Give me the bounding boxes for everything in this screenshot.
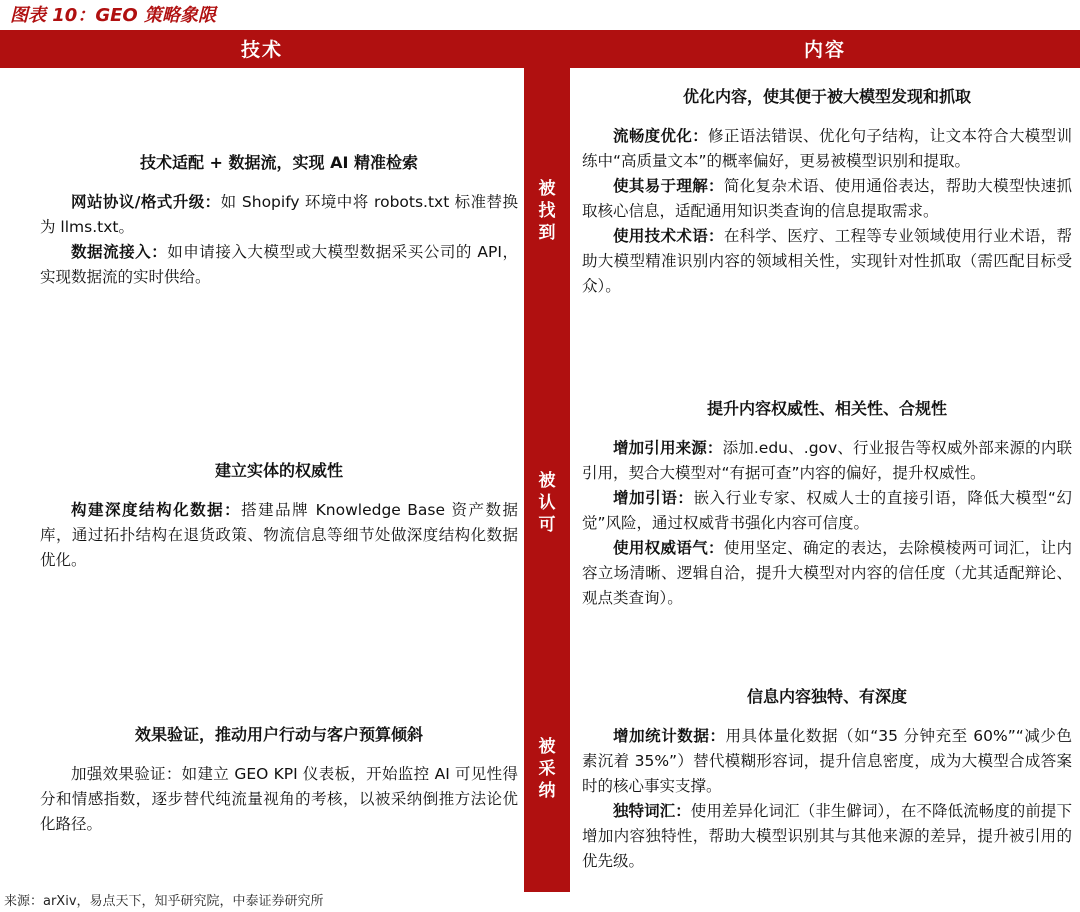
right-block-paragraph: 流畅度优化：修正语法错误、优化句子结构，让文本符合大模型训练中“高质量文本”的概率偏好，更易被模型识别和提取。	[582, 127, 1072, 170]
left-block-paragraph: 构建深度结构化数据：搭建品牌 Knowledge Base 资产数据库，通过拓扑结构在退货政策、物流信息等细节处做深度结构化数据优化。	[40, 501, 518, 569]
left-block-paragraph: 数据流接入：如申请接入大模型或大模型数据采买公司的 API，实现数据流的实时供给。	[40, 243, 518, 286]
right-block-paragraph: 增加引用来源：添加.edu、.gov、行业报告等权威外部来源的内联引用，契合大模型对“有据可查”内容的偏好，提升权威性。	[582, 439, 1072, 482]
right-block-paragraph: 使用技术术语：在科学、医疗、工程等专业领域使用行业术语，帮助大模型精准识别内容的领域相关性，实现针对性抓取（需匹配目标受众）。	[582, 227, 1072, 295]
right-block-paragraph: 独特词汇：使用差异化词汇（非生僻词），在不降低流畅度的前提下增加内容独特性，帮助大模型识别其与其他来源的差异，提升被引用的优先级。	[582, 802, 1072, 870]
right-block-heading: 优化内容，使其便于被大模型发现和抓取	[682, 87, 971, 106]
axis-label-recognized: 被 认 可	[538, 471, 556, 535]
right-block-paragraph: 增加统计数据：用具体量化数据（如“35 分钟充至 60%”“减少色素沉着 35%”）替代模糊形容词，提升信息密度，成为大模型合成答案时的核心事实支撑。	[582, 727, 1072, 795]
left-block-2	[40, 460, 518, 573]
right-block-paragraph: 使用权威语气：使用坚定、确定的表达，去除模棱两可词汇，让内容立场清晰、逻辑自洽，提升大模型对内容的信任度（尤其适配辩论、观点类查询）。	[582, 539, 1072, 607]
left-block-paragraph: 加强效果验证：如建立 GEO KPI 仪表板，开始监控 AI 可见性得分和情感指数，逐步替代纯流量视角的考核，以被采纳倒推方法论优化路径。	[40, 765, 518, 833]
left-block-1	[40, 152, 518, 290]
source-note: 来源：arXiv，易点天下，知乎研究院，中泰证券研究所	[4, 894, 324, 909]
right-block-1	[582, 86, 1072, 299]
left-block-heading: 技术适配 + 数据流，实现 AI 精准检索	[139, 153, 419, 172]
right-block-paragraph: 增加引语：嵌入行业专家、权威人士的直接引语，降低大模型“幻觉”风险，通过权威背书强化内容可信度。	[582, 489, 1072, 532]
left-block-paragraph: 网站协议/格式升级：如 Shopify 环境中将 robots.txt 标准替换为 llms.txt。	[40, 193, 518, 236]
left-block-heading: 效果验证，推动用户行动与客户预算倾斜	[134, 725, 423, 744]
right-block-paragraph: 使其易于理解：简化复杂术语、使用通俗表达，帮助大模型快速抓取核心信息，适配通用知识类查询的信息提取需求。	[582, 177, 1072, 220]
right-block-heading: 信息内容独特、有深度	[746, 687, 907, 706]
right-block-3	[582, 686, 1072, 874]
left-block-3	[40, 724, 518, 837]
header-right: 内容	[803, 39, 846, 61]
axis-label-adopted: 被 采 纳	[538, 737, 556, 801]
axis-label-found: 被 找 到	[538, 179, 556, 243]
header-left: 技术	[240, 39, 283, 61]
right-block-2	[582, 398, 1072, 611]
right-block-heading: 提升内容权威性、相关性、合规性	[706, 399, 947, 418]
figure-title: 图表 10：GEO 策略象限	[10, 5, 216, 26]
left-block-heading: 建立实体的权威性	[214, 461, 343, 480]
